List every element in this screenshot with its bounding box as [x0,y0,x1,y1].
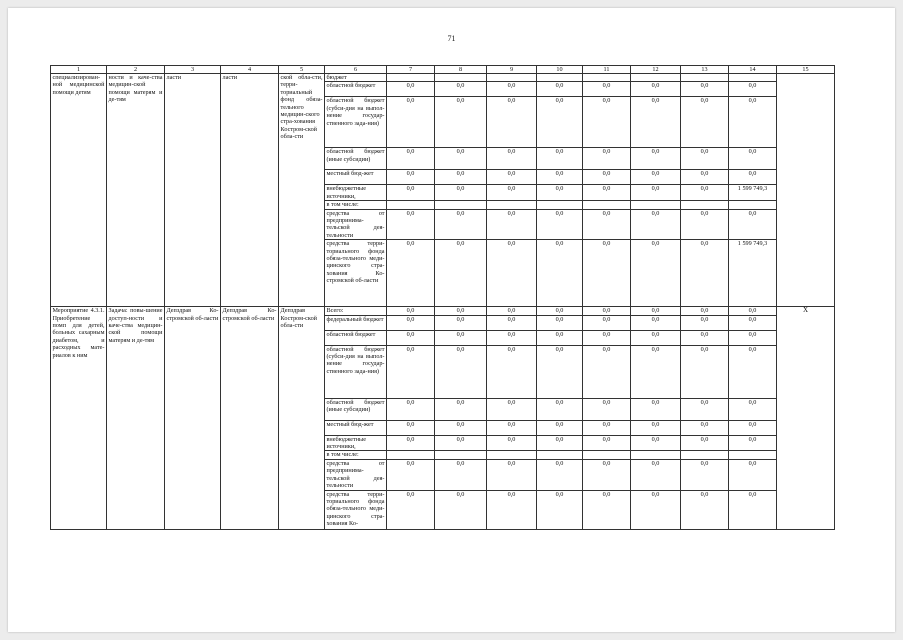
amount-cell: 0,0 [681,148,729,170]
amount-cell: 0,0 [537,398,583,420]
amount-cell: 0,0 [729,398,777,420]
amount-cell: 0,0 [487,170,537,185]
amount-cell: 0,0 [631,209,681,240]
amount-cell: 0,0 [583,435,631,451]
amount-cell: 0,0 [537,315,583,330]
amount-cell: 0,0 [681,345,729,398]
amount-cell: 0,0 [435,148,487,170]
amount-cell: 0,0 [537,330,583,345]
block-col3-cell: ласти [165,74,221,307]
amount-cell: 0,0 [583,459,631,490]
table-row [51,74,835,82]
amount-cell: 0,0 [631,490,681,529]
amount-cell: 0,0 [387,82,435,97]
amount-cell: 0,0 [387,307,435,315]
amount-cell: 0,0 [435,209,487,240]
amount-cell: 0,0 [729,170,777,185]
funding-source-cell: областной бюджет (иные субсидии) [325,148,387,170]
column-number-row [51,66,835,74]
amount-cell: 0,0 [487,307,537,315]
amount-cell [537,74,583,82]
amount-cell: 0,0 [631,307,681,315]
amount-cell: 0,0 [729,307,777,315]
amount-cell: 0,0 [387,435,435,451]
funding-source-cell: в том числе: [325,451,387,459]
amount-cell: 0,0 [387,330,435,345]
funding-source-cell: областной бюджет [325,330,387,345]
amount-cell: 0,0 [435,459,487,490]
table-row [51,307,835,315]
funding-source-cell: областной бюджет [325,82,387,97]
amount-cell: 0,0 [487,398,537,420]
amount-cell [487,201,537,209]
funding-source-cell: областной бюджет (субси-дия на выпол-нение государ-ственного зада-ния) [325,97,387,148]
amount-cell: 0,0 [487,420,537,435]
amount-cell: 0,0 [583,307,631,315]
amount-cell: 0,0 [583,398,631,420]
amount-cell: 0,0 [537,240,583,307]
amount-cell: 0,0 [487,459,537,490]
funding-source-cell: в том числе: [325,201,387,209]
amount-cell: 0,0 [583,315,631,330]
funding-source-cell: средства от предпринима-тельской дея-тельности [326,459,385,490]
table-body [51,66,835,530]
amount-cell: 0,0 [729,97,777,148]
amount-cell: 0,0 [729,345,777,398]
amount-cell: 0,0 [631,170,681,185]
page-number: 71 [447,34,456,43]
amount-cell: 0,0 [681,459,729,490]
amount-cell: 0,0 [387,185,435,201]
funding-source-cell: областной бюджет (иные субсидии) [325,398,387,420]
amount-cell [435,451,487,459]
amount-cell: 0,0 [631,330,681,345]
amount-cell: 0,0 [387,240,435,307]
amount-cell: 0,0 [729,82,777,97]
amount-cell: 0,0 [681,398,729,420]
amount-cell: 0,0 [681,209,729,240]
amount-cell: 0,0 [729,459,777,490]
amount-cell: 0,0 [583,240,631,307]
block-col5-cell: Депздрав Костром-ской обла-сти [279,307,325,529]
amount-cell: 0,0 [583,209,631,240]
amount-cell: 0,0 [387,97,435,148]
amount-cell: 0,0 [631,240,681,307]
amount-cell: 0,0 [631,97,681,148]
amount-cell: 0,0 [681,82,729,97]
block-col1-cell: специализирован-ной медицинской помощи детям [51,74,107,307]
amount-cell [537,451,583,459]
amount-cell: 0,0 [487,209,537,240]
column-number-cell: 2 [107,66,165,74]
amount-cell: 0,0 [631,82,681,97]
column-number-cell: 7 [387,66,435,74]
amount-cell: 0,0 [387,345,435,398]
amount-cell: 0,0 [435,315,487,330]
amount-cell [681,74,729,82]
amount-cell: 0,0 [487,97,537,148]
amount-cell [537,201,583,209]
amount-cell: 0,0 [729,435,777,451]
amount-cell: 0,0 [435,170,487,185]
amount-cell: 0,0 [537,209,583,240]
amount-cell: 0,0 [681,97,729,148]
program-table [50,65,835,530]
amount-cell: 0,0 [583,170,631,185]
amount-cell: 1 599 749,3 [729,185,777,201]
amount-cell: 0,0 [729,209,777,240]
amount-cell: 0,0 [631,315,681,330]
amount-cell: 0,0 [387,420,435,435]
amount-cell: 0,0 [631,398,681,420]
amount-cell: 0,0 [583,490,631,529]
amount-cell: 0,0 [537,170,583,185]
column-number-cell: 4 [221,66,279,74]
column-number-cell: 14 [729,66,777,74]
amount-cell: 0,0 [537,420,583,435]
block-col2-cell: ности и каче-ства медицин-ской помощи матерям и де-тям [107,74,165,307]
amount-cell [487,74,537,82]
amount-cell: 0,0 [681,490,729,529]
amount-cell: 0,0 [387,398,435,420]
amount-cell [729,451,777,459]
amount-cell: 0,0 [729,420,777,435]
amount-cell [681,201,729,209]
block-col2-cell: Задача: повы-шение доступ-ности и каче-ства медицин-ской помощи матерям и де-тям [107,307,165,529]
column-number-cell: 13 [681,66,729,74]
block-col4-cell: ласти [221,74,279,307]
amount-cell: 0,0 [487,490,537,529]
amount-cell: 0,0 [681,315,729,330]
funding-source-cell: средства терри-ториального фонда обяза-тельного меди-цинского стра-хования Ко-стромской об-ласти [325,240,387,307]
amount-cell [631,451,681,459]
amount-cell: 0,0 [435,185,487,201]
amount-cell [631,201,681,209]
amount-cell [487,451,537,459]
funding-source-cell: местный бюд-жет [325,420,387,435]
amount-cell: 0,0 [387,459,435,490]
amount-cell: 0,0 [583,330,631,345]
amount-cell: 0,0 [537,459,583,490]
amount-cell: 0,0 [435,345,487,398]
amount-cell: 0,0 [537,82,583,97]
funding-source-cell: областной бюджет (субси-дия на выпол-нение государ-ственного зада-ния) [325,345,387,398]
amount-cell: 0,0 [631,345,681,398]
amount-cell [583,201,631,209]
amount-cell: 0,0 [435,435,487,451]
amount-cell: 0,0 [583,185,631,201]
column-number-cell: 11 [583,66,631,74]
amount-cell: 0,0 [681,240,729,307]
funding-source-cell: средства терри-ториального фонда обяза-тельного меди-цинского стра-хования Ко- [326,490,385,528]
amount-cell: 0,0 [537,148,583,170]
amount-cell [387,451,435,459]
amount-cell: 0,0 [631,148,681,170]
amount-cell: 0,0 [435,398,487,420]
amount-cell: 0,0 [435,97,487,148]
amount-cell: 0,0 [487,185,537,201]
amount-cell [387,74,435,82]
amount-cell: 0,0 [487,345,537,398]
amount-cell: 1 599 749,3 [729,240,777,307]
amount-cell [435,74,487,82]
amount-cell: 0,0 [387,170,435,185]
column-number-cell: 9 [487,66,537,74]
amount-cell [387,201,435,209]
amount-cell: 0,0 [537,307,583,315]
amount-cell: 0,0 [487,315,537,330]
amount-cell: 0,0 [537,185,583,201]
amount-cell: 0,0 [537,490,583,529]
amount-cell: 0,0 [583,345,631,398]
funding-source-cell: Всего: [325,307,387,315]
amount-cell: 0,0 [681,185,729,201]
amount-cell: 0,0 [729,315,777,330]
funding-source-cell: средства от предпринима-тельской дея-тельности [326,209,385,239]
amount-cell: 0,0 [487,330,537,345]
amount-cell: 0,0 [583,97,631,148]
amount-cell: 0,0 [681,307,729,315]
amount-cell: 0,0 [537,345,583,398]
funding-source-cell: бюджет [325,74,387,82]
amount-cell: 0,0 [631,185,681,201]
funding-source-cell: внебюджетные источники, [325,185,387,201]
amount-cell: 0,0 [435,240,487,307]
amount-cell: 0,0 [681,420,729,435]
column-number-cell: 10 [537,66,583,74]
amount-cell: 0,0 [435,307,487,315]
amount-cell: 0,0 [729,490,777,529]
amount-cell: 0,0 [435,330,487,345]
amount-cell: 0,0 [583,148,631,170]
amount-cell [729,74,777,82]
amount-cell: 0,0 [387,315,435,330]
column-number-cell: 8 [435,66,487,74]
column-number-cell: 15 [777,66,835,74]
amount-cell: 0,0 [681,170,729,185]
amount-cell [681,451,729,459]
funding-source-cell: внебюджетные источники, [325,435,387,451]
amount-cell: 0,0 [631,435,681,451]
amount-cell: 0,0 [729,148,777,170]
amount-cell: 0,0 [487,240,537,307]
column-number-cell: 5 [279,66,325,74]
amount-cell: 0,0 [631,420,681,435]
column-number-cell: 12 [631,66,681,74]
amount-cell: 0,0 [487,82,537,97]
amount-cell: 0,0 [487,435,537,451]
funding-source-cell: федеральный бюджет [325,315,387,330]
amount-cell [631,74,681,82]
amount-cell: 0,0 [681,435,729,451]
amount-cell: 0,0 [583,82,631,97]
amount-cell: 0,0 [435,490,487,529]
amount-cell: 0,0 [387,209,435,240]
amount-cell: 0,0 [435,82,487,97]
amount-cell: 0,0 [487,148,537,170]
amount-cell: 0,0 [583,420,631,435]
amount-cell: 0,0 [537,435,583,451]
amount-cell [583,451,631,459]
block-col3-cell: Депздрав Ко-стромской об-ласти [165,307,221,529]
column-number-cell: 1 [51,66,107,74]
amount-cell: 0,0 [631,459,681,490]
column-number-cell: 6 [325,66,387,74]
block-col5-cell: ской обла-сти, терри-ториальный фонд обяза-тельного медицин-ского стра-хования Костром-ской обла-сти [279,74,325,307]
amount-cell: 0,0 [537,97,583,148]
amount-cell: 0,0 [387,148,435,170]
amount-cell [583,74,631,82]
funding-source-cell: местный бюд-жет [325,170,387,185]
column-number-cell: 3 [165,66,221,74]
block-col1-cell: Мероприятие 4.3.1. Приобретение помп для детей, больных сахарным диабетом, и расходных мате-риалов к ним [51,307,107,529]
amount-cell: 0,0 [387,490,435,529]
amount-cell: 0,0 [681,330,729,345]
amount-cell [435,201,487,209]
document-page [8,8,895,632]
amount-cell: 0,0 [729,330,777,345]
amount-cell [729,201,777,209]
block-col15-cell [777,74,835,307]
block-col4-cell: Депздрав Ко-стромской об-ласти [221,307,279,529]
amount-cell: 0,0 [435,420,487,435]
block-col15-cell: Х [777,307,835,529]
